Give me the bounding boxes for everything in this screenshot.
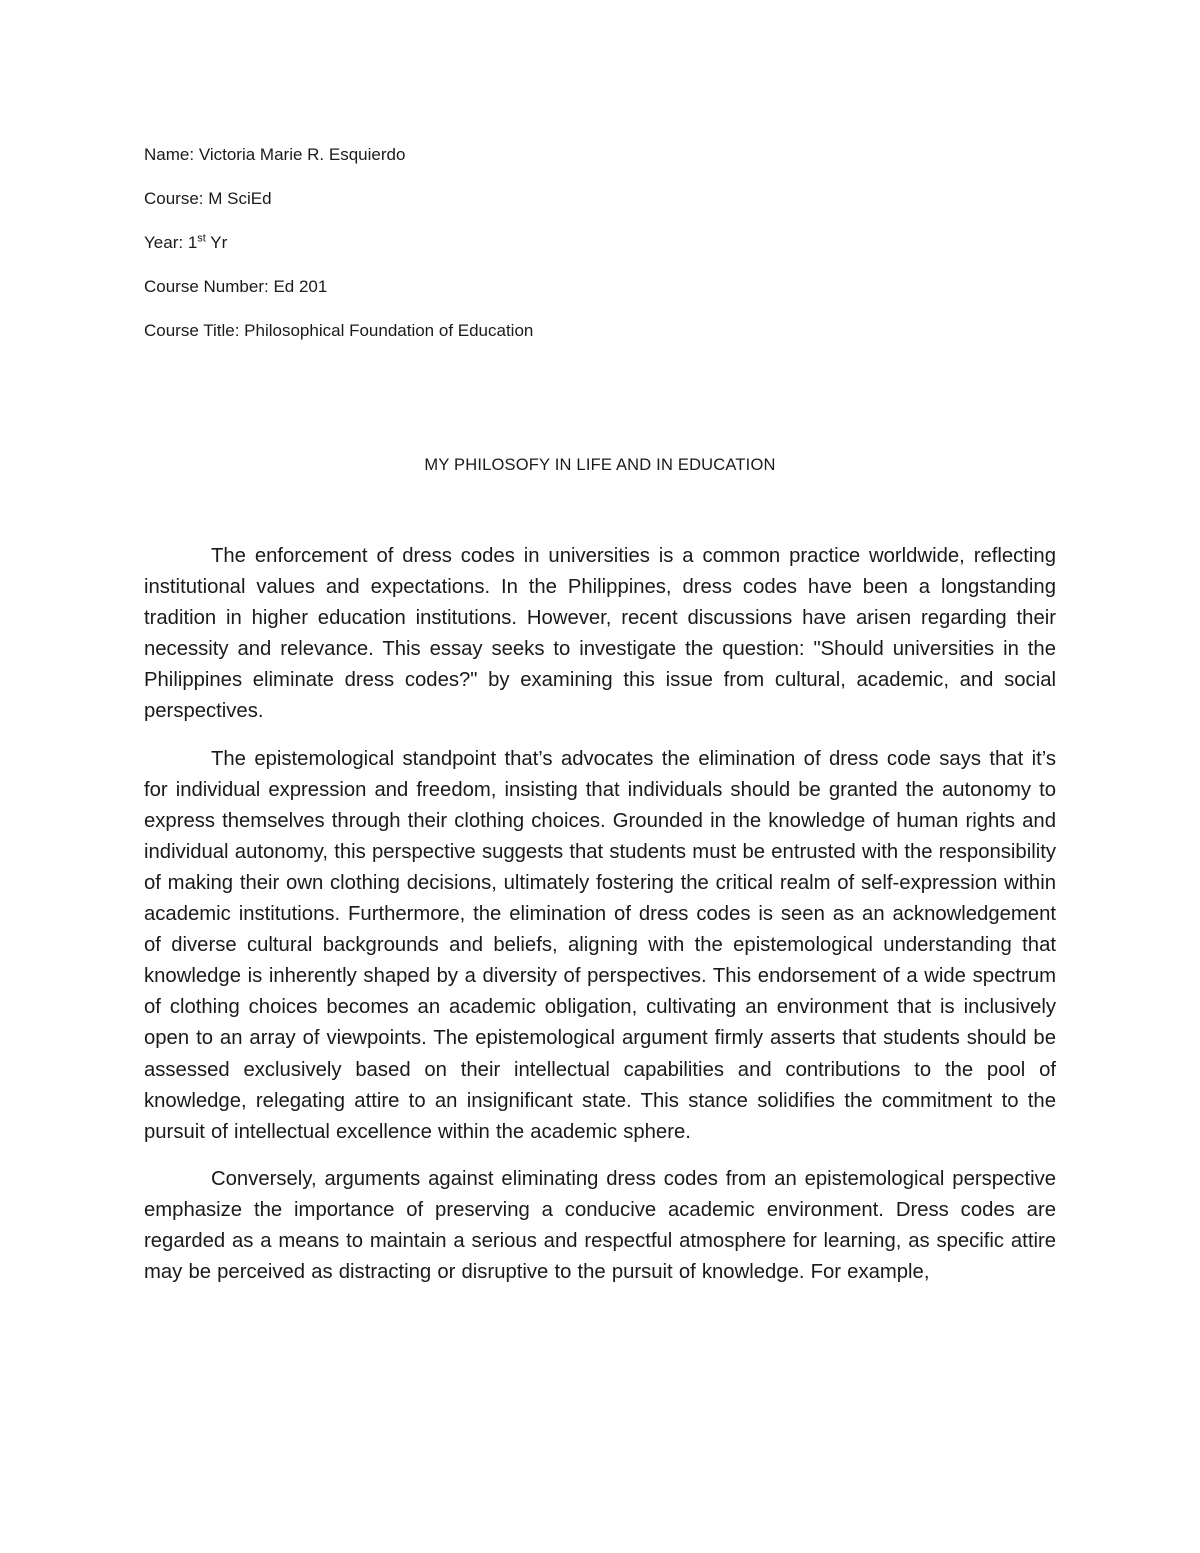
name-line (144, 144, 1044, 166)
course-number-line (144, 276, 1044, 298)
paragraph-argument-for: The epistemological standpoint that’s advocates the elimination of dress code says that it’s for individual expression and freedom, insisting that individuals should be granted the autonomy to express themselves through their clothing choices. Grounded in the knowledge of human rights and individual autonomy, this perspective suggests that students must be entrusted with the responsibility of making their own clothing decisions, ultimately fostering the critical realm of self-expression within academic institutions. Furthermore, the elimination of dress codes is seen as an acknowledgement of diverse cultural backgrounds and beliefs, aligning with the epistemological understanding that knowledge is inherently shaped by a diversity of perspectives. This endorsement of a wide spectrum of clothing choices becomes an academic obligation, cultivating an environment that is inclusively open to an array of viewpoints. The epistemological argument firmly asserts that students should be assessed exclusively based on their intellectual capabilities and contributions to the pool of knowledge, relegating attire to an insignificant state. This stance solidifies the commitment to the pursuit of intellectual excellence within the academic sphere. (144, 747, 1056, 1143)
name-value: Victoria Marie R. Esquierdo (198, 145, 406, 164)
course-number-value: Ed 201 (273, 277, 328, 296)
course-label: Course: (144, 189, 204, 208)
student-info (144, 144, 1044, 364)
name-label: Name: (144, 145, 195, 164)
year-number: 1 (187, 233, 198, 252)
course-title-value: Philosophical Foundation of Education (244, 321, 534, 340)
essay-body (144, 541, 1056, 1304)
course-value: M SciEd (208, 189, 272, 208)
paragraph-argument-against: Conversely, arguments against eliminating dress codes from an epistemological perspective emphasize the importance of preserving a conducive academic environment. Dress codes are regarded as a means to maintain a serious and respectful atmosphere for learning, as specific attire may be perceived as distracting or disruptive to the pursuit of knowledge. For example, (144, 1167, 1056, 1284)
document-title: MY PHILOSOFY IN LIFE AND IN EDUCATION (424, 456, 776, 474)
course-line (144, 188, 1044, 210)
course-title-label: Course Title: (144, 321, 240, 340)
year-label: Year: (144, 233, 184, 252)
course-number-label: Course Number: (144, 277, 269, 296)
year-line (144, 232, 1044, 254)
year-suffix: st (197, 232, 206, 245)
course-title-line (144, 320, 1044, 342)
paragraph-introduction: The enforcement of dress codes in universities is a common practice worldwide, reflecting institutional values and expectations. In the Philippines, dress codes have been a longstanding tradition in higher education institutions. However, recent discussions have arisen regarding their necessity and relevance. This essay seeks to investigate the question: "Should universities in the Philippines eliminate dress codes?" by examining this issue from cultural, academic, and social perspectives. (144, 545, 1056, 723)
year-unit: Yr (210, 233, 228, 252)
